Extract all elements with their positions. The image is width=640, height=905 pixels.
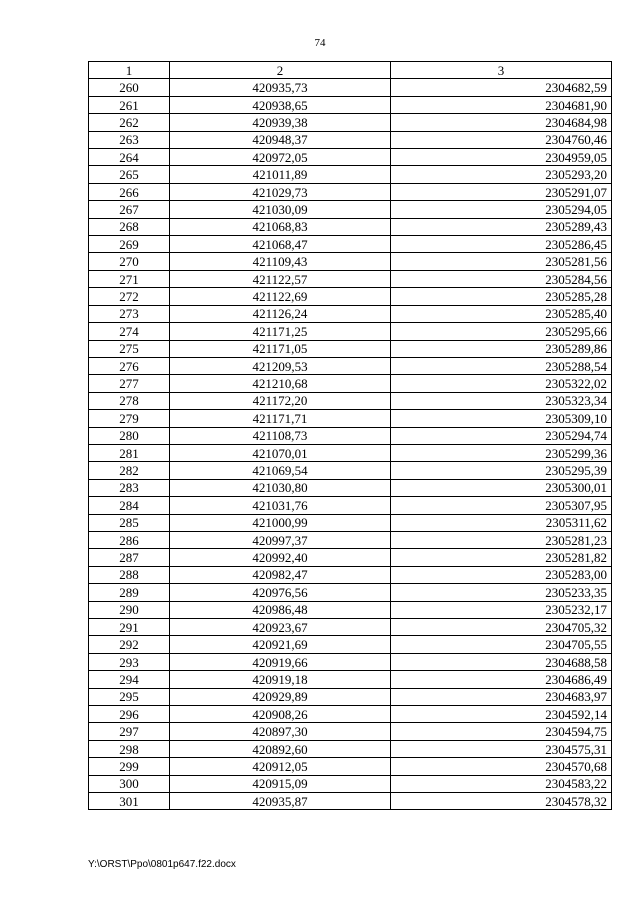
y-coordinate-cell: 2305281,23 — [391, 531, 612, 548]
x-coordinate-cell: 420912,05 — [170, 758, 391, 775]
x-coordinate-cell: 421210,68 — [170, 375, 391, 392]
column-header-3: 3 — [391, 62, 612, 79]
y-coordinate-cell: 2304592,14 — [391, 706, 612, 723]
point-number-cell: 267 — [89, 201, 170, 218]
point-number-cell: 271 — [89, 270, 170, 287]
point-number-cell: 289 — [89, 584, 170, 601]
y-coordinate-cell: 2305284,56 — [391, 270, 612, 287]
table-row — [89, 131, 612, 148]
point-number-cell: 282 — [89, 462, 170, 479]
x-coordinate-cell: 421011,89 — [170, 166, 391, 183]
x-coordinate-cell: 420935,73 — [170, 79, 391, 96]
point-number-cell: 269 — [89, 236, 170, 253]
table-row — [89, 775, 612, 792]
point-number-cell: 263 — [89, 131, 170, 148]
table-row — [89, 305, 612, 322]
point-number-cell: 293 — [89, 653, 170, 670]
point-number-cell: 278 — [89, 392, 170, 409]
x-coordinate-cell: 420923,67 — [170, 619, 391, 636]
y-coordinate-cell: 2305300,01 — [391, 479, 612, 496]
y-coordinate-cell: 2305285,40 — [391, 305, 612, 322]
x-coordinate-cell: 420897,30 — [170, 723, 391, 740]
x-coordinate-cell: 421171,05 — [170, 340, 391, 357]
y-coordinate-cell: 2305288,54 — [391, 357, 612, 374]
table-row — [89, 514, 612, 531]
x-coordinate-cell: 420908,26 — [170, 706, 391, 723]
table-row — [89, 201, 612, 218]
y-coordinate-cell: 2304760,46 — [391, 131, 612, 148]
y-coordinate-cell: 2305293,20 — [391, 166, 612, 183]
table-row — [89, 462, 612, 479]
table-row — [89, 636, 612, 653]
column-header-1: 1 — [89, 62, 170, 79]
y-coordinate-cell: 2304681,90 — [391, 96, 612, 113]
y-coordinate-cell: 2304688,58 — [391, 653, 612, 670]
table-row — [89, 444, 612, 461]
y-coordinate-cell: 2305294,74 — [391, 427, 612, 444]
y-coordinate-cell: 2304594,75 — [391, 723, 612, 740]
table-row — [89, 549, 612, 566]
y-coordinate-cell: 2304578,32 — [391, 793, 612, 810]
table-row — [89, 392, 612, 409]
x-coordinate-cell: 421068,83 — [170, 218, 391, 235]
point-number-cell: 297 — [89, 723, 170, 740]
y-coordinate-cell: 2304686,49 — [391, 671, 612, 688]
y-coordinate-cell: 2304959,05 — [391, 149, 612, 166]
point-number-cell: 301 — [89, 793, 170, 810]
table-header-row — [89, 62, 612, 79]
table-row — [89, 601, 612, 618]
point-number-cell: 287 — [89, 549, 170, 566]
table-row — [89, 793, 612, 810]
table-row — [89, 706, 612, 723]
point-number-cell: 260 — [89, 79, 170, 96]
point-number-cell: 270 — [89, 253, 170, 270]
x-coordinate-cell: 420938,65 — [170, 96, 391, 113]
point-number-cell: 284 — [89, 497, 170, 514]
y-coordinate-cell: 2305289,86 — [391, 340, 612, 357]
point-number-cell: 264 — [89, 149, 170, 166]
point-number-cell: 280 — [89, 427, 170, 444]
point-number-cell: 292 — [89, 636, 170, 653]
y-coordinate-cell: 2305307,95 — [391, 497, 612, 514]
y-coordinate-cell: 2305232,17 — [391, 601, 612, 618]
table-row — [89, 218, 612, 235]
x-coordinate-cell: 421171,71 — [170, 410, 391, 427]
y-coordinate-cell: 2305299,36 — [391, 444, 612, 461]
point-number-cell: 266 — [89, 183, 170, 200]
y-coordinate-cell: 2305291,07 — [391, 183, 612, 200]
y-coordinate-cell: 2305294,05 — [391, 201, 612, 218]
x-coordinate-cell: 421030,09 — [170, 201, 391, 218]
point-number-cell: 294 — [89, 671, 170, 688]
table-row — [89, 410, 612, 427]
x-coordinate-cell: 420976,56 — [170, 584, 391, 601]
table-row — [89, 149, 612, 166]
point-number-cell: 285 — [89, 514, 170, 531]
y-coordinate-cell: 2304570,68 — [391, 758, 612, 775]
x-coordinate-cell: 421122,57 — [170, 270, 391, 287]
y-coordinate-cell: 2305289,43 — [391, 218, 612, 235]
table-row — [89, 531, 612, 548]
x-coordinate-cell: 421031,76 — [170, 497, 391, 514]
x-coordinate-cell: 420929,89 — [170, 688, 391, 705]
coordinates-table — [88, 61, 612, 810]
y-coordinate-cell: 2305286,45 — [391, 236, 612, 253]
x-coordinate-cell: 420986,48 — [170, 601, 391, 618]
table-row — [89, 79, 612, 96]
point-number-cell: 272 — [89, 288, 170, 305]
x-coordinate-cell: 420935,87 — [170, 793, 391, 810]
point-number-cell: 274 — [89, 323, 170, 340]
x-coordinate-cell: 420919,18 — [170, 671, 391, 688]
x-coordinate-cell: 420982,47 — [170, 566, 391, 583]
point-number-cell: 296 — [89, 706, 170, 723]
y-coordinate-cell: 2305309,10 — [391, 410, 612, 427]
x-coordinate-cell: 421030,80 — [170, 479, 391, 496]
y-coordinate-cell: 2305295,66 — [391, 323, 612, 340]
y-coordinate-cell: 2305295,39 — [391, 462, 612, 479]
x-coordinate-cell: 421126,24 — [170, 305, 391, 322]
x-coordinate-cell: 421109,43 — [170, 253, 391, 270]
table-row — [89, 166, 612, 183]
point-number-cell: 261 — [89, 96, 170, 113]
table-row — [89, 497, 612, 514]
column-header-2: 2 — [170, 62, 391, 79]
x-coordinate-cell: 420997,37 — [170, 531, 391, 548]
x-coordinate-cell: 421070,01 — [170, 444, 391, 461]
x-coordinate-cell: 421068,47 — [170, 236, 391, 253]
table-row — [89, 357, 612, 374]
y-coordinate-cell: 2305311,62 — [391, 514, 612, 531]
table-row — [89, 323, 612, 340]
table-row — [89, 427, 612, 444]
point-number-cell: 299 — [89, 758, 170, 775]
point-number-cell: 268 — [89, 218, 170, 235]
table-row — [89, 723, 612, 740]
table-row — [89, 584, 612, 601]
point-number-cell: 286 — [89, 531, 170, 548]
point-number-cell: 300 — [89, 775, 170, 792]
table-row — [89, 270, 612, 287]
table-row — [89, 96, 612, 113]
point-number-cell: 277 — [89, 375, 170, 392]
y-coordinate-cell: 2304683,97 — [391, 688, 612, 705]
y-coordinate-cell: 2305233,35 — [391, 584, 612, 601]
y-coordinate-cell: 2304705,55 — [391, 636, 612, 653]
x-coordinate-cell: 420992,40 — [170, 549, 391, 566]
y-coordinate-cell: 2305285,28 — [391, 288, 612, 305]
x-coordinate-cell: 420915,09 — [170, 775, 391, 792]
table-body — [89, 62, 612, 810]
y-coordinate-cell: 2305283,00 — [391, 566, 612, 583]
x-coordinate-cell: 421122,69 — [170, 288, 391, 305]
x-coordinate-cell: 421108,73 — [170, 427, 391, 444]
point-number-cell: 288 — [89, 566, 170, 583]
table-row — [89, 740, 612, 757]
table-row — [89, 375, 612, 392]
y-coordinate-cell: 2305322,02 — [391, 375, 612, 392]
point-number-cell: 290 — [89, 601, 170, 618]
table-row — [89, 688, 612, 705]
x-coordinate-cell: 420939,38 — [170, 114, 391, 131]
y-coordinate-cell: 2304684,98 — [391, 114, 612, 131]
point-number-cell: 291 — [89, 619, 170, 636]
table-row — [89, 340, 612, 357]
table-row — [89, 253, 612, 270]
table-row — [89, 653, 612, 670]
y-coordinate-cell: 2304682,59 — [391, 79, 612, 96]
x-coordinate-cell: 420972,05 — [170, 149, 391, 166]
point-number-cell: 265 — [89, 166, 170, 183]
point-number-cell: 281 — [89, 444, 170, 461]
point-number-cell: 276 — [89, 357, 170, 374]
table-row — [89, 758, 612, 775]
x-coordinate-cell: 420921,69 — [170, 636, 391, 653]
footer-file-path: Y:\ORST\Ppo\0801p647.f22.docx — [88, 859, 236, 870]
x-coordinate-cell: 420919,66 — [170, 653, 391, 670]
page-number: 74 — [314, 37, 326, 49]
table-row — [89, 479, 612, 496]
point-number-cell: 273 — [89, 305, 170, 322]
y-coordinate-cell: 2304575,31 — [391, 740, 612, 757]
point-number-cell: 298 — [89, 740, 170, 757]
point-number-cell: 295 — [89, 688, 170, 705]
table-row — [89, 183, 612, 200]
point-number-cell: 283 — [89, 479, 170, 496]
x-coordinate-cell: 421171,25 — [170, 323, 391, 340]
table-row — [89, 671, 612, 688]
x-coordinate-cell: 421069,54 — [170, 462, 391, 479]
point-number-cell: 275 — [89, 340, 170, 357]
table-row — [89, 566, 612, 583]
y-coordinate-cell: 2305281,56 — [391, 253, 612, 270]
table-row — [89, 288, 612, 305]
table-row — [89, 236, 612, 253]
y-coordinate-cell: 2304583,22 — [391, 775, 612, 792]
x-coordinate-cell: 421209,53 — [170, 357, 391, 374]
x-coordinate-cell: 421172,20 — [170, 392, 391, 409]
x-coordinate-cell: 421000,99 — [170, 514, 391, 531]
y-coordinate-cell: 2305323,34 — [391, 392, 612, 409]
x-coordinate-cell: 420892,60 — [170, 740, 391, 757]
y-coordinate-cell: 2305281,82 — [391, 549, 612, 566]
point-number-cell: 279 — [89, 410, 170, 427]
y-coordinate-cell: 2304705,32 — [391, 619, 612, 636]
table-row — [89, 619, 612, 636]
table-row — [89, 114, 612, 131]
x-coordinate-cell: 421029,73 — [170, 183, 391, 200]
point-number-cell: 262 — [89, 114, 170, 131]
x-coordinate-cell: 420948,37 — [170, 131, 391, 148]
